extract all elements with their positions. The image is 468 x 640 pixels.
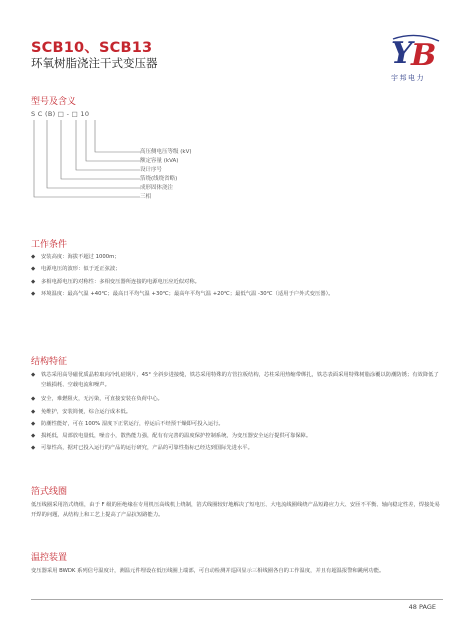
legend-item: 三相 xyxy=(140,194,152,200)
diamond-bullet-icon: ◆ xyxy=(31,396,36,402)
section-structure-heading: 结构特征 xyxy=(31,357,68,367)
section-model-heading: 型号及含义 xyxy=(31,97,77,107)
legend-item: 设计序号 xyxy=(140,167,163,173)
footer-divider xyxy=(31,599,443,600)
list-item: ◆ 环境温度：最高气温 +40℃；最高日平均气温 +30℃；最高年平均气温 +20℃；最低气温 -30℃（适用于户外式变压器）。 xyxy=(31,290,441,300)
legend-item: 高压侧电压等级 (kV) xyxy=(140,149,192,155)
list-item: ◆ 铁芯采用高导磁优质晶粒取向冷轧硅钢片，45° 全斜步进接缝，铁芯采用特殊的方管拉板结构，芯柱采用热缩带绑扎，铁芯表面采用特殊树脂涂覆以防潮防锈；有效降低了空载损耗、空载电流和噪声。 xyxy=(31,372,439,388)
svg-text:B: B xyxy=(411,38,437,73)
section-conditions-heading: 工作条件 xyxy=(31,240,68,250)
diamond-bullet-icon: ◆ xyxy=(31,372,36,378)
list-item: ◆ 安装高度：海拔不超过 1000m； xyxy=(31,253,441,263)
diamond-bullet-icon: ◆ xyxy=(31,421,36,427)
svg-text:Y: Y xyxy=(391,36,413,71)
monitor-paragraph: 变压器采用 BWDK 系列信号温度计，测温元件埋设在低压线圈上端部，可自动检测并巡回显示三相线圈各自的工作温度，并且有超温报警和跳闸功能。 xyxy=(31,568,385,574)
company-logo xyxy=(389,33,443,73)
list-item: ◆ 免维护，安装简便，综合运行成本低。 xyxy=(31,408,441,418)
model-legend-brackets xyxy=(31,118,141,200)
list-item: ◆ 防潮性能好，可在 100% 湿度下正常运行，停运后不经预干燥即可投入运行。 xyxy=(31,420,441,430)
diamond-bullet-icon: ◆ xyxy=(31,279,36,285)
section-monitor-heading: 温控装置 xyxy=(31,553,68,563)
diamond-bullet-icon: ◆ xyxy=(31,445,36,451)
legend-item: 箔绕(线绕省略) xyxy=(140,176,178,182)
page-number: 48 PAGE xyxy=(408,603,436,611)
section-features-heading: 箔式线圈 xyxy=(31,487,68,497)
list-item: ◆ 损耗低，局部放电量低，噪音小，散热能力强，配有有完善的温度保护控制系统，为变压器安全运行提供可靠保障。 xyxy=(31,432,441,442)
diamond-bullet-icon: ◆ xyxy=(31,409,36,415)
features-paragraph: 低压线圈采用箔式绕组，由于 F 级的匝绝缘在专用机压高线机上绕制，箔式线圈较好地解决了短电压、大电流线圈线绕产品短路应力大、安匝不平衡、轴向稳定性差，焊接处易开焊的问题，从结构上和工艺上提高了产品抗短路能力。 xyxy=(31,502,440,518)
legend-item: 成形固体浇注 xyxy=(140,185,174,191)
model-code: S C (B) □ - □ 10 xyxy=(31,110,90,118)
logo-text: 宇邦电力 xyxy=(391,74,425,82)
diamond-bullet-icon: ◆ xyxy=(31,254,36,260)
list-item: ◆ 电源电压的波形：似于近正弦波； xyxy=(31,265,441,275)
page-title: SCB10、SCB13 xyxy=(31,40,153,56)
diamond-bullet-icon: ◆ xyxy=(31,266,36,272)
diamond-bullet-icon: ◆ xyxy=(31,291,36,297)
page-subtitle: 环氧树脂浇注干式变压器 xyxy=(31,56,158,70)
legend-item: 额定容量 (kVA) xyxy=(140,158,179,164)
list-item: ◆ 可靠性高，据对已投入运行的产品的运行研究，产品的可靠性指标已经达到国际先进水平。 xyxy=(31,444,441,454)
list-item: ◆ 多相电源电压的对称性：多相变压器所连接的电源电压应近似对称。 xyxy=(31,278,441,288)
diamond-bullet-icon: ◆ xyxy=(31,433,36,439)
list-item: ◆ 安全，难燃阻火，无污染，可直接安装在负荷中心。 xyxy=(31,395,441,405)
